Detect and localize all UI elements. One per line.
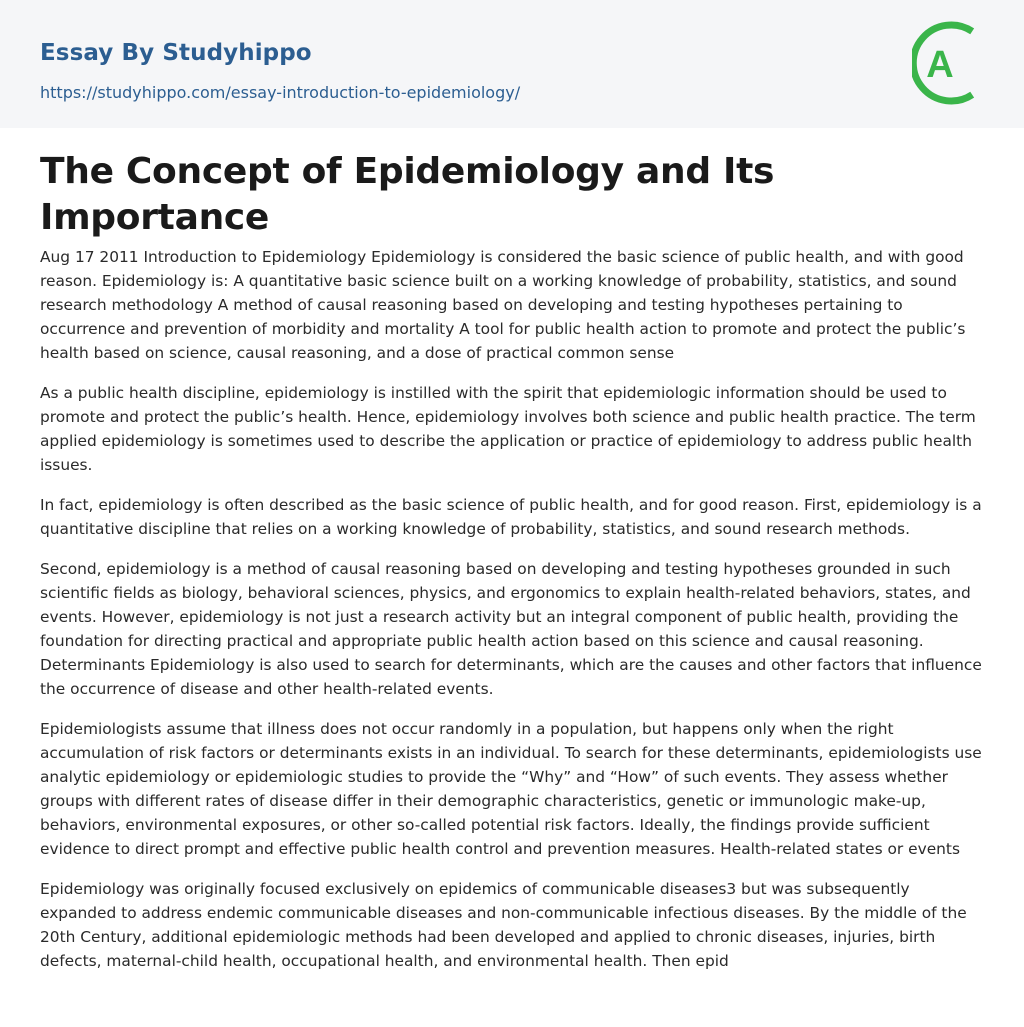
- page-header: [0, 0, 1024, 128]
- essay-paragraph-4: Second, epidemiology is a method of causal reasoning based on developing and testing hypotheses grounded in such scientific fields as biology, behavioral sciences, physics, and ergonomics to explain health-related behaviors, states, and events. However, epidemiology is not just a research activity but an integral component of public health, providing the foundation for directing practical and appropriate public health action based on this science and causal reasoning. Determinants Epidemiology is also used to search for determinants, which are the causes and other factors that influence the occurrence of disease and other health-related events.: [40, 560, 982, 698]
- essay-paragraph-6: Epidemiology was originally focused exclusively on epidemics of communicable diseases3 but was subsequently expanded to address endemic communicable diseases and non-communicable infectious diseases. By the middle of the 20th Century, additional epidemiologic methods had been developed and applied to chronic diseases, injuries, birth defects, maternal-child health, occupational health, and environmental health. Then epid: [40, 880, 967, 970]
- essay-paragraph-1: Aug 17 2011 Introduction to Epidemiology Epidemiology is considered the basic science of public health, and with good reason. Epidemiology is: A quantitative basic science built on a working knowledge of probability, statistics, and sound research methodology A method of causal reasoning based on developing and testing hypotheses pertaining to occurrence and prevention of morbidity and mortality A tool for public health action to promote and protect the public’s health based on science, causal reasoning, and a dose of practical common sense: [40, 248, 966, 362]
- essay-title: The Concept of Epidemiology and Its Importance: [40, 151, 775, 238]
- brand-title: Essay By Studyhippo: [40, 40, 312, 66]
- source-url-link[interactable]: https://studyhippo.com/essay-introduction-to-epidemiology/: [40, 83, 521, 102]
- essay-paragraph-3: In fact, epidemiology is often described as the basic science of public health, and for good reason. First, epidemiology is a quantitative discipline that relies on a working knowledge of probability, statistics, and sound research methods.: [40, 496, 982, 538]
- essay-body: [40, 245, 984, 973]
- essay-paragraph-5: Epidemiologists assume that illness does not occur randomly in a population, but happens only when the right accumulation of risk factors or determinants exists in an individual. To search for these determinants, epidemiologists use analytic epidemiology or epidemiologic studies to provide the “Why” and “How” of such events. They assess whether groups with different rates of disease differ in their demographic characteristics, genetic or immunologic make-up, behaviors, environmental exposures, or other so-called potential risk factors. Ideally, the findings provide sufficient evidence to direct prompt and effective public health control and prevention measures. Health-related states or events: [40, 720, 982, 858]
- essay-paragraph-2: As a public health discipline, epidemiology is instilled with the spirit that epidemiologic information should be used to promote and protect the public’s health. Hence, epidemiology involves both science and public health practice. The term applied epidemiology is sometimes used to describe the application or practice of epidemiology to address public health issues.: [40, 384, 976, 474]
- logo-letter: A: [926, 44, 954, 86]
- studyhippo-logo[interactable]: [912, 20, 988, 106]
- logo-icon: [912, 20, 988, 106]
- essay-content: [0, 128, 1024, 973]
